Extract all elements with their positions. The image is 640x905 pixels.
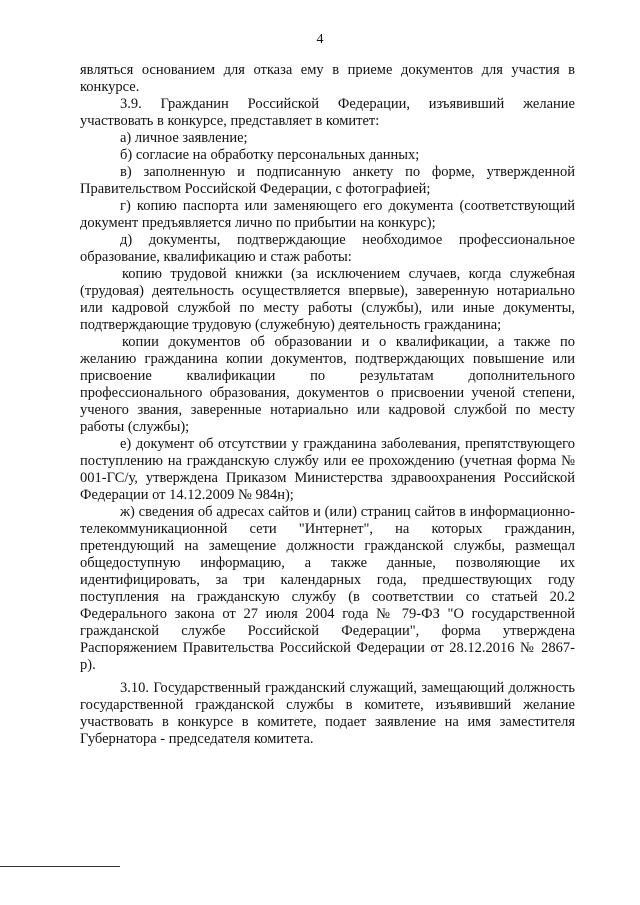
document-body <box>80 62 575 748</box>
list-item-a: а) личное заявление; <box>120 130 248 146</box>
paragraph-3-9: 3.9. Гражданин Российской Федерации, изъявивший желание участвовать в конкурсе, представляет в комитет: <box>80 96 575 129</box>
sub-item-work-book: копию трудовой книжки (за исключением случаев, когда служебная (трудовая) деятельность осуществляется впервые), заверенную нотариально или кадровой службой по месту работы (службы), или иные документы, подтверждающие трудовую (служебную) деятельность гражданина; <box>80 266 575 333</box>
sub-item-education-docs: копии документов об образовании и о квалификации, а также по желанию гражданина копии документов, подтверждающих повышение или присвоение квалификации по результатам дополнительного профессионального образования, документов о присвоении ученой степени, ученого звания, заверенные нотариально или кадровой службой по месту работы (службы); <box>80 334 575 435</box>
list-item-e: е) документ об отсутствии у гражданина заболевания, препятствующего поступлению на гражданскую службу или ее прохождению (учетная форма № 001-ГС/у, утверждена Приказом Министерства здравоохранения Российской Федерации от 14.12.2009 № 984н); <box>80 436 575 503</box>
paragraph-continuation: являться основанием для отказа ему в приеме документов для участия в конкурсе. <box>80 62 575 95</box>
footer-divider <box>0 866 120 867</box>
list-item-v: в) заполненную и подписанную анкету по форме, утвержденной Правительством Российской Федерации, с фотографией; <box>80 164 575 197</box>
list-item-g: г) копию паспорта или заменяющего его документа (соответствующий документ предъявляется лично по прибытии на конкурс); <box>80 198 575 231</box>
list-item-b: б) согласие на обработку персональных данных; <box>120 147 420 163</box>
list-item-zh: ж) сведения об адресах сайтов и (или) страниц сайтов в информационно-телекоммуникационной сети "Интернет", на которых гражданин, претендующий на замещение должности гражданской службы, размещал общедоступную информацию, а также данные, позволяющие их идентифицировать, за три календарных года, предшествующих году поступления на гражданскую службу (в соответствии со статьей 20.2 Федерального закона от 27 июля 2004 года № 79-ФЗ "О государственной гражданской службе Российской Федерации", форма утверждена Распоряжением Правительства Российской Федерации от 28.12.2016 № 2867-р). <box>80 504 575 673</box>
paragraph-3-10: 3.10. Государственный гражданский служащий, замещающий должность государственной гражданской службы в комитете, изъявивший желание участвовать в конкурсе в комитете, подает заявление на имя заместителя Губернатора - председателя комитета. <box>80 680 575 747</box>
page-number: 4 <box>316 32 324 47</box>
list-item-d: д) документы, подтверждающие необходимое профессиональное образование, квалификацию и стаж работы: <box>80 232 575 265</box>
